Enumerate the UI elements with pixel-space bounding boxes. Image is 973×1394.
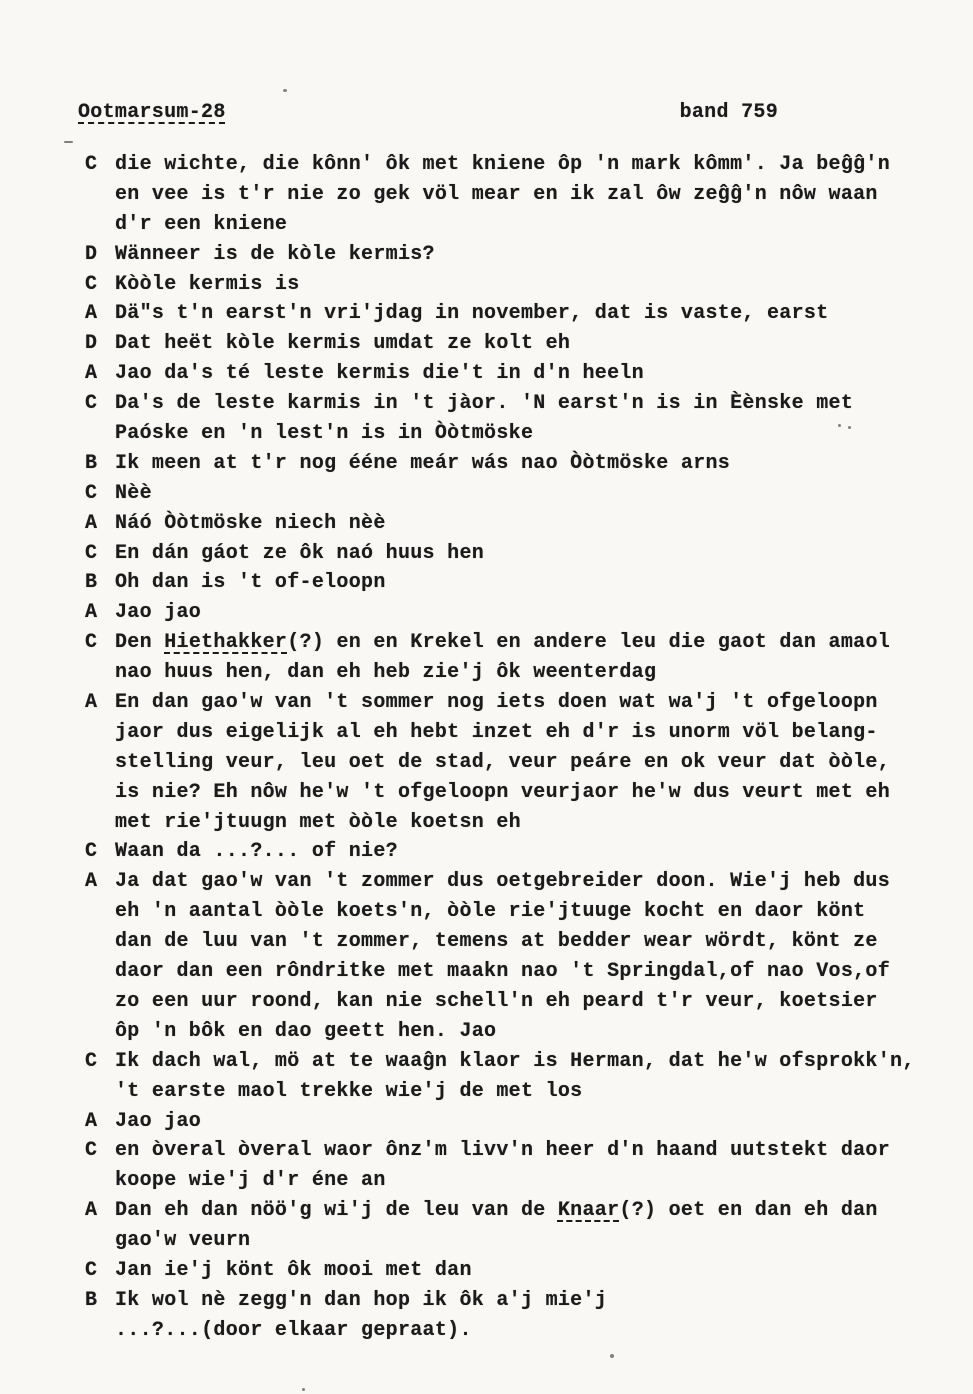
underlined-name: Hiethakker	[164, 631, 288, 655]
transcript-line	[85, 270, 953, 300]
dialogue-text	[115, 1286, 953, 1316]
text-segment: Paóske en 'n lest'n is in Òòtmöske	[115, 422, 534, 446]
dialogue-text	[115, 210, 953, 240]
text-segment: ôp 'n bôk en dao geett hen. Jao	[115, 1019, 497, 1043]
speaker-label	[85, 658, 115, 688]
text-segment: en òveral òveral waor ônz'm livv'n heer d'n haand uutstekt daor	[115, 1139, 891, 1163]
text-segment: En dan gao'w van 't sommer nog iets doen wat wa'j 't ofgeloopn	[115, 691, 878, 715]
tape-label: band 759	[679, 101, 778, 124]
text-segment: Nèè	[115, 481, 152, 505]
text-segment: En dán gáot ze ôk naó huus hen	[115, 541, 485, 565]
transcript-line	[85, 1136, 953, 1166]
dialogue-text	[115, 897, 953, 927]
dialogue-text	[115, 1316, 953, 1346]
speaker-label: C	[85, 1049, 98, 1073]
speaker-label	[85, 927, 115, 957]
scan-speck	[283, 89, 287, 92]
page-header	[78, 98, 778, 128]
transcript-line	[85, 1316, 953, 1346]
speaker-label: A	[85, 601, 98, 625]
transcript-line	[85, 658, 953, 688]
text-segment: eh 'n aantal òòle koets'n, òòle rie'jtuuge kocht en daor könt	[115, 900, 866, 924]
text-segment: Ik dach wal, mö at te waaĝn klaor is Herman, dat he'w ofsprokk'n,	[115, 1049, 915, 1073]
text-segment: is nie? Eh nôw he'w 't ofgeloopn veurjaor he'w dus veurt met eh	[115, 780, 891, 804]
text-segment: Da's de leste karmis in 't jàor. 'N earst'n is in Èènske met	[115, 392, 854, 416]
dialogue-text	[115, 479, 953, 509]
text-segment: dan de luu van 't zommer, temens at bedder wear wördt, könt ze	[115, 930, 878, 954]
speaker-label: A	[85, 362, 98, 386]
dialogue-text	[115, 867, 953, 897]
transcript-line	[85, 628, 953, 658]
transcript-line	[85, 1226, 953, 1256]
text-segment: Dan eh dan nöö'g wi'j de leu van de	[115, 1199, 558, 1223]
transcript-line	[85, 299, 953, 329]
transcript-line	[85, 867, 953, 897]
text-segment: Ja dat gao'w van 't zommer dus oetgebreider doon. Wie'j heb dus	[115, 870, 891, 894]
speaker-label	[85, 1077, 115, 1107]
dialogue-text	[115, 658, 953, 688]
speaker-label: C	[85, 153, 98, 176]
text-segment: jaor dus eigelijk al eh hebt inzet eh d'r is unorm völ belang-	[115, 720, 878, 744]
transcript-line	[85, 210, 953, 240]
speaker-label	[85, 957, 115, 987]
speaker-label	[85, 1017, 115, 1047]
dialogue-text	[115, 1196, 953, 1226]
dialogue-text	[115, 270, 953, 300]
transcript	[85, 150, 953, 1346]
text-segment: Ik wol nè zegg'n dan hop ik ôk a'j mie'j	[115, 1288, 608, 1312]
dialogue-text	[115, 1166, 953, 1196]
transcript-line	[85, 748, 953, 778]
speaker-label: C	[85, 1139, 98, 1163]
text-segment: Kòòle kermis is	[115, 272, 300, 296]
transcript-line	[85, 778, 953, 808]
transcript-line	[85, 329, 953, 359]
dialogue-text	[115, 1077, 953, 1107]
speaker-label: A	[85, 511, 98, 535]
speaker-label: A	[85, 691, 98, 715]
speaker-label: C	[85, 631, 98, 655]
dialogue-text	[115, 628, 953, 658]
scan-speck	[64, 141, 73, 143]
text-segment: (?) en en Krekel en andere leu die gaot dan amaol	[287, 631, 891, 655]
text-segment: Jan ie'j könt ôk mooi met dan	[115, 1258, 472, 1282]
transcript-line	[85, 1017, 953, 1047]
speaker-label	[85, 419, 115, 449]
transcript-line	[85, 598, 953, 628]
dialogue-text	[115, 419, 953, 449]
transcript-line	[85, 927, 953, 957]
text-segment: zo een uur roond, kan nie schell'n eh peard t'r veur, koetsier	[115, 989, 878, 1013]
text-segment: 't earste maol trekke wie'j de met los	[115, 1079, 583, 1103]
text-segment: ...?...(door elkaar gepraat).	[115, 1318, 472, 1342]
text-segment: met rie'jtuugn met òòle koetsn eh	[115, 810, 521, 834]
text-segment: (?) oet en dan eh dan	[619, 1199, 878, 1223]
transcript-line	[85, 359, 953, 389]
transcript-line	[85, 1286, 953, 1316]
dialogue-text	[115, 509, 953, 539]
transcript-line	[85, 150, 953, 180]
transcript-line	[85, 479, 953, 509]
transcript-line	[85, 539, 953, 569]
text-segment: stelling veur, leu oet de stad, veur peáre en ok veur dat òòle,	[115, 750, 891, 774]
speaker-label	[85, 778, 115, 808]
dialogue-text	[115, 150, 953, 180]
transcript-line	[85, 957, 953, 987]
text-segment: Dat heët kòle kermis umdat ze kolt eh	[115, 332, 571, 356]
dialogue-text	[115, 1226, 953, 1256]
dialogue-text	[115, 987, 953, 1017]
text-segment: koope wie'j d'r éne an	[115, 1169, 386, 1193]
transcript-line	[85, 837, 953, 867]
speaker-label	[85, 210, 115, 240]
dialogue-text	[115, 299, 953, 329]
dialogue-text	[115, 1047, 953, 1077]
transcript-line	[85, 1047, 953, 1077]
text-segment: d'r een kniene	[115, 212, 288, 236]
dialogue-text	[115, 240, 953, 270]
speaker-label	[85, 1316, 115, 1346]
text-segment: Jao jao	[115, 601, 202, 625]
underlined-name: Knaar	[557, 1199, 620, 1223]
dialogue-text	[115, 957, 953, 987]
dialogue-text	[115, 837, 953, 867]
transcript-line	[85, 389, 953, 419]
speaker-label: C	[85, 541, 98, 565]
speaker-label: B	[85, 1288, 98, 1312]
speaker-label	[85, 987, 115, 1017]
scan-speck	[302, 1388, 305, 1391]
speaker-label: B	[85, 451, 98, 475]
dialogue-text	[115, 927, 953, 957]
speaker-label	[85, 808, 115, 838]
dialogue-text	[115, 329, 953, 359]
transcript-line	[85, 419, 953, 449]
text-segment: nao huus hen, dan eh heb zie'j ôk weenterdag	[115, 661, 657, 685]
speaker-label	[85, 180, 115, 210]
dialogue-text	[115, 778, 953, 808]
transcript-line	[85, 1077, 953, 1107]
dialogue-text	[115, 568, 953, 598]
speaker-label: C	[85, 481, 98, 505]
speaker-label	[85, 718, 115, 748]
transcript-line	[85, 897, 953, 927]
text-segment: Den	[115, 631, 165, 655]
dialogue-text	[115, 808, 953, 838]
dialogue-text	[115, 449, 953, 479]
speaker-label: A	[85, 870, 98, 894]
dialogue-text	[115, 359, 953, 389]
text-segment: gao'w veurn	[115, 1229, 251, 1253]
transcript-line	[85, 808, 953, 838]
transcript-line	[85, 688, 953, 718]
speaker-label: C	[85, 392, 98, 416]
transcript-line	[85, 509, 953, 539]
transcript-line	[85, 449, 953, 479]
speaker-label: C	[85, 272, 98, 296]
dialogue-text	[115, 1017, 953, 1047]
transcript-line	[85, 987, 953, 1017]
speaker-label: B	[85, 571, 98, 595]
text-segment: Náó Òòtmöske niech nèè	[115, 511, 386, 535]
text-segment: die wichte, die kônn' ôk met kniene ôp 'n mark kômm'. Ja beĝĝ'n	[115, 153, 891, 176]
dialogue-text	[115, 688, 953, 718]
speaker-label	[85, 1226, 115, 1256]
dialogue-text	[115, 598, 953, 628]
text-segment: daor dan een rôndritke met maakn nao 't Springdal,of nao Vos,of	[115, 960, 891, 984]
transcript-line	[85, 240, 953, 270]
text-segment: en vee is t'r nie zo gek völ mear en ik zal ôw zeĝĝ'n nôw waan	[115, 182, 878, 206]
dialogue-text	[115, 389, 953, 419]
speaker-label: A	[85, 1199, 98, 1223]
dialogue-text	[115, 718, 953, 748]
transcript-line	[85, 718, 953, 748]
dialogue-text	[115, 1256, 953, 1286]
dialogue-text	[115, 539, 953, 569]
speaker-label	[85, 748, 115, 778]
text-segment: Oh dan is 't of-eloopn	[115, 571, 386, 595]
speaker-label: A	[85, 1109, 98, 1133]
speaker-label	[85, 1166, 115, 1196]
transcript-line	[85, 180, 953, 210]
text-segment: Ik meen at t'r nog ééne meár wás nao Òòtmöske arns	[115, 451, 731, 475]
scan-speck	[848, 426, 851, 429]
speaker-label: A	[85, 302, 98, 326]
transcript-line	[85, 1166, 953, 1196]
text-segment: Dä"s t'n earst'n vri'jdag in november, dat is vaste, earst	[115, 302, 829, 326]
dialogue-text	[115, 1136, 953, 1166]
transcript-line	[85, 1107, 953, 1137]
scan-speck	[838, 424, 841, 427]
scan-speck	[610, 1354, 614, 1358]
transcript-line	[85, 1256, 953, 1286]
transcript-line	[85, 568, 953, 598]
dialogue-text	[115, 180, 953, 210]
dialogue-text	[115, 748, 953, 778]
transcript-line	[85, 1196, 953, 1226]
text-segment: Waan da ...?... of nie?	[115, 840, 398, 864]
text-segment: Jao da's té leste kermis die't in d'n heeln	[115, 362, 644, 386]
speaker-label: D	[85, 242, 98, 266]
text-segment: Jao jao	[115, 1109, 202, 1133]
speaker-label: C	[85, 840, 98, 864]
document-id: Ootmarsum-28	[78, 101, 226, 124]
speaker-label	[85, 897, 115, 927]
speaker-label: D	[85, 332, 98, 356]
dialogue-text	[115, 1107, 953, 1137]
text-segment: Wänneer is de kòle kermis?	[115, 242, 435, 266]
speaker-label: C	[85, 1258, 98, 1282]
